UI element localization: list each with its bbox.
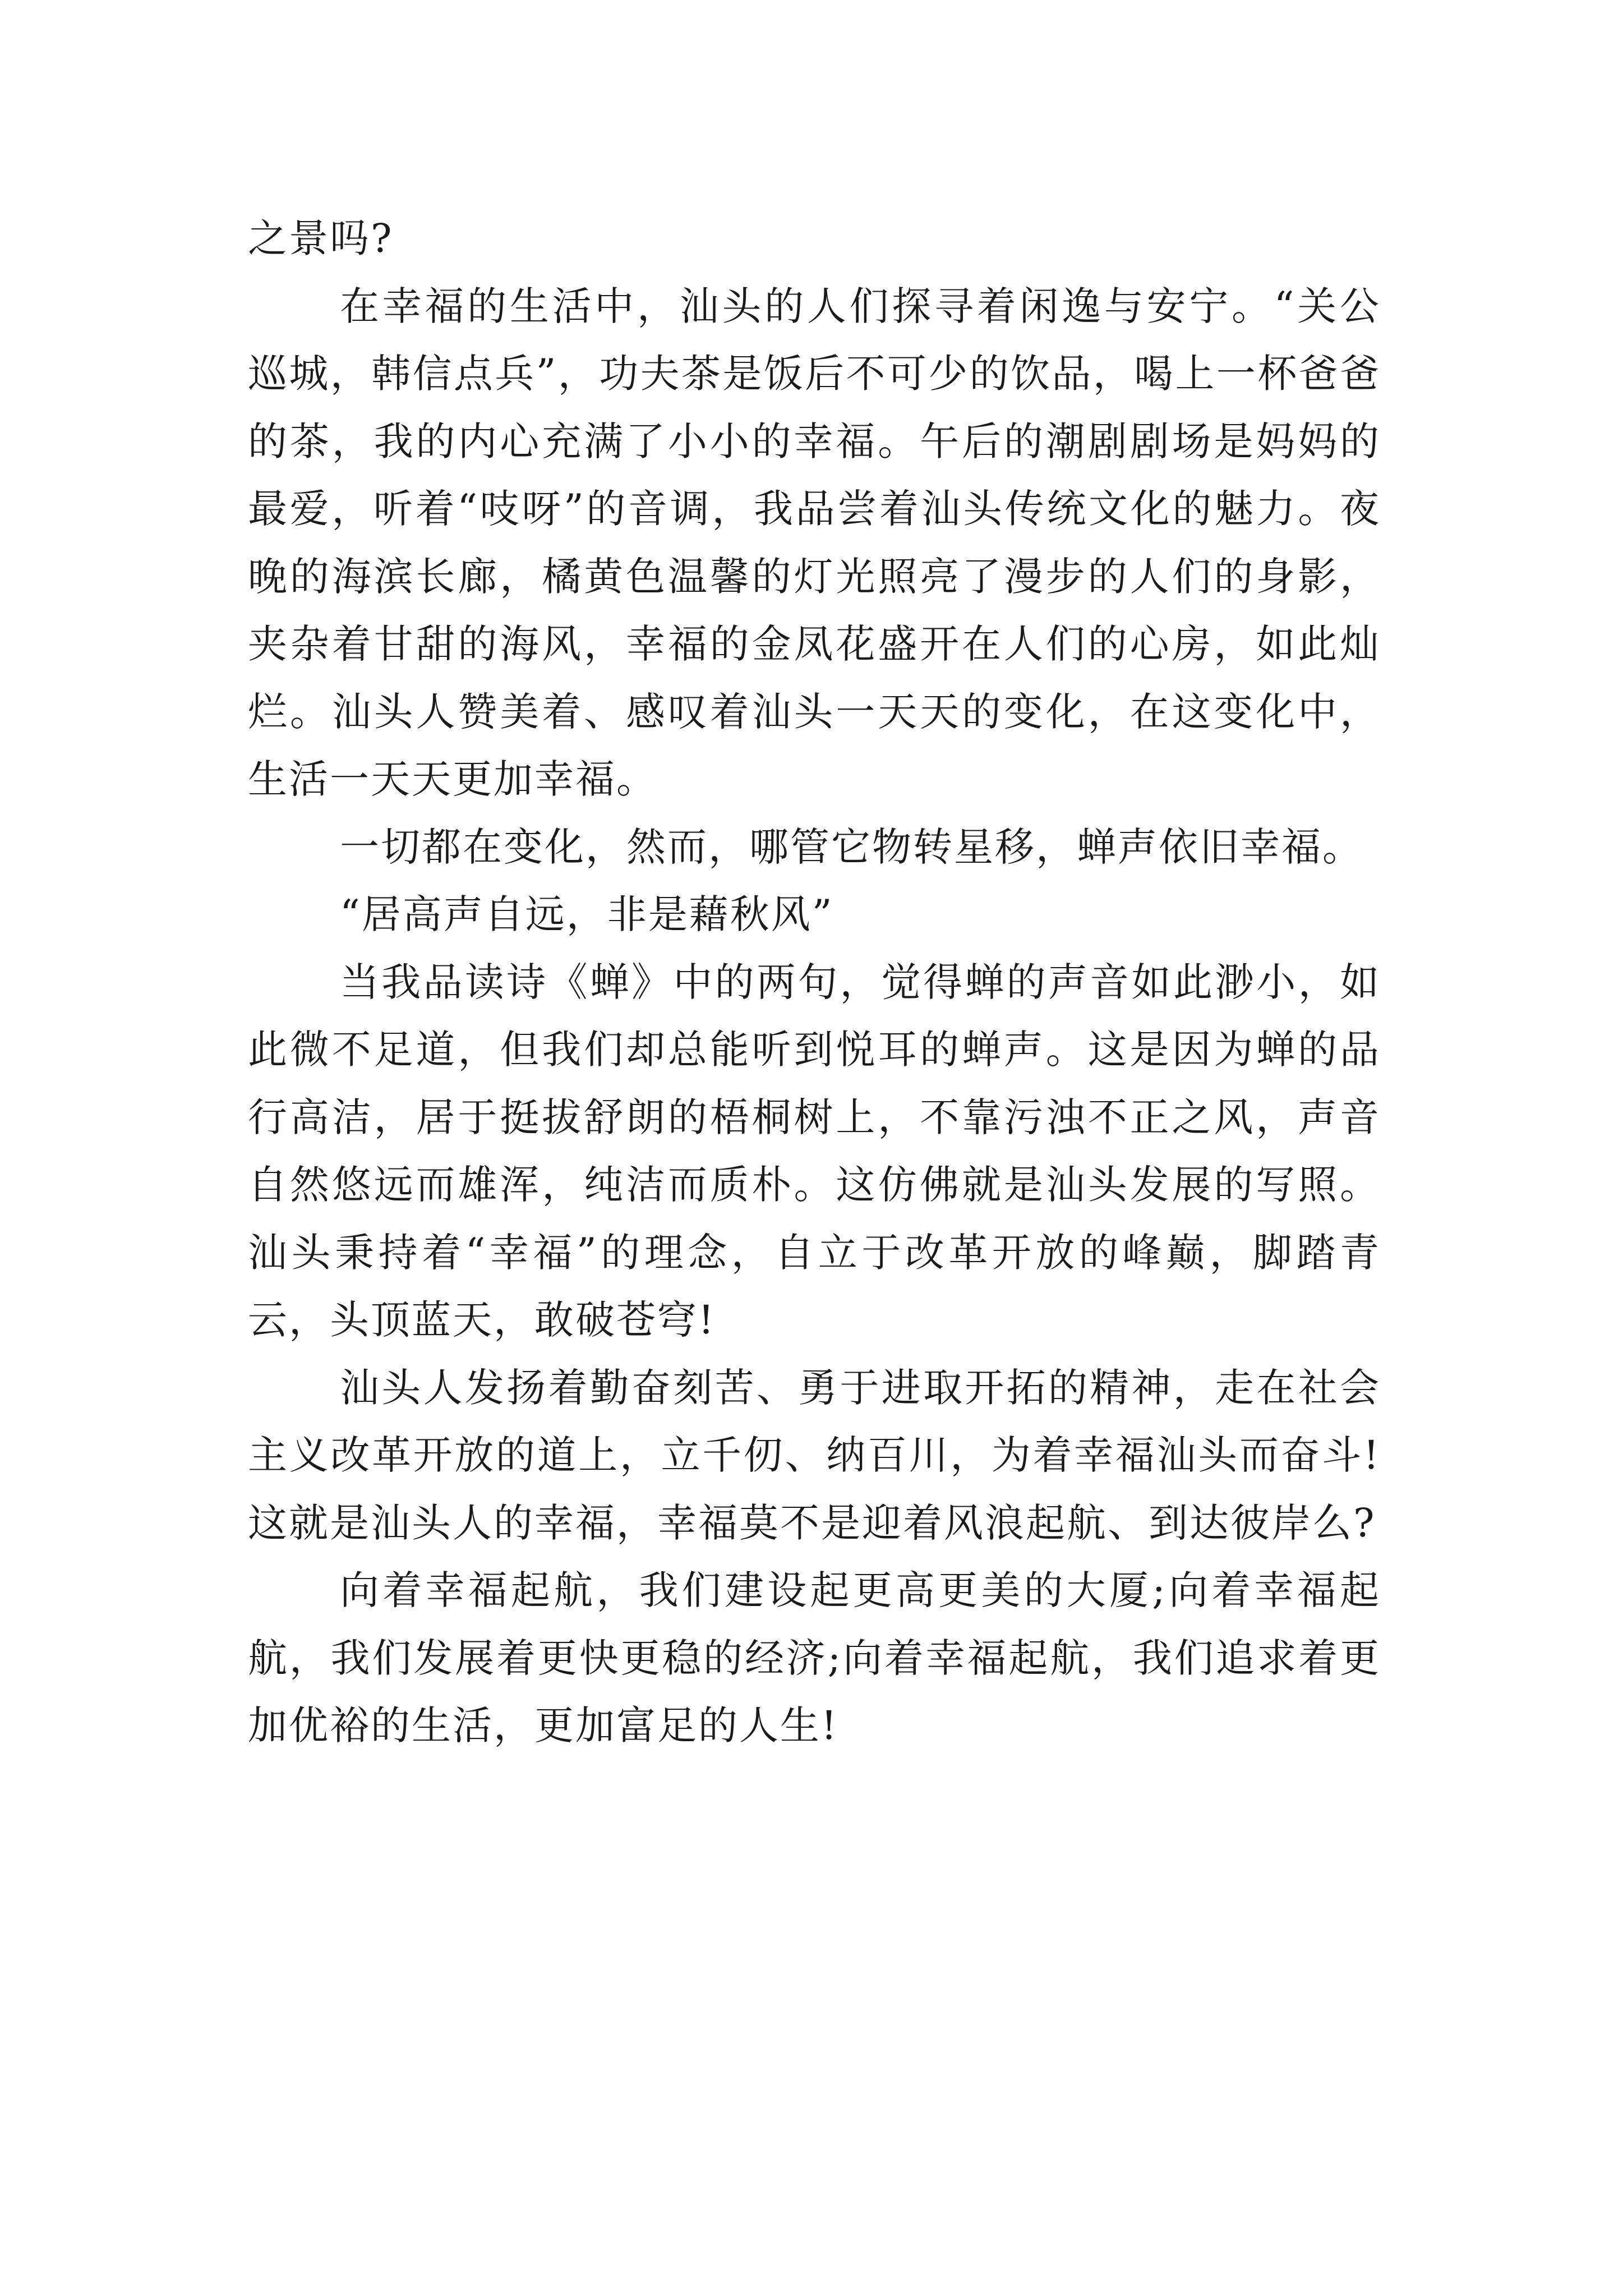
paragraph-1: 之景吗? (248, 215, 394, 261)
paragraph-4-poem-line: “居高声自远，非是藉秋风” (340, 891, 834, 937)
document-body (248, 205, 1381, 1760)
paragraph-5: 当我品读诗《蝉》中的两句，觉得蝉的声音如此渺小，如此微不足道，但我们却总能听到悦耳的蝉声。这是因为蝉的品行高洁，居于挺拔舒朗的梧桐树上，不靠污浊不正之风，声音自然悠远而雄浑，纯洁而质朴。这仿佛就是汕头发展的写照。汕头秉持着“幸福”的理念，自立于改革开放的峰巅，脚踏青云，头顶蓝天，敢破苍穹! (248, 959, 1381, 1343)
paragraph-6: 汕头人发扬着勤奋刻苦、勇于进取开拓的精神，走在社会主义改革开放的道上，立千仞、纳百川，为着幸福汕头而奋斗!这就是汕头人的幸福，幸福莫不是迎着风浪起航、到达彼岸么? (248, 1364, 1381, 1546)
paragraph-3: 一切都在变化，然而，哪管它物转星移，蝉声依旧幸福。 (340, 823, 1363, 870)
paragraph-2: 在幸福的生活中，汕头的人们探寻着闲逸与安宁。“关公巡城，韩信点兵”，功夫茶是饭后不可少的饮品，喝上一杯爸爸的茶，我的内心充满了小小的幸福。午后的潮剧剧场是妈妈的最爱，听着“吱呀”的音调，我品尝着汕头传统文化的魅力。夜晚的海滨长廊，橘黄色温馨的灯光照亮了漫步的人们的身影，夹杂着甘甜的海风，幸福的金凤花盛开在人们的心房，如此灿烂。汕头人赞美着、感叹着汕头一天天的变化，在这变化中，生活一天天更加幸福。 (248, 283, 1381, 802)
paragraph-7: 向着幸福起航，我们建设起更高更美的大厦;向着幸福起航，我们发展着更快更稳的经济;向着幸福起航，我们追求着更加优裕的生活，更加富足的人生! (248, 1567, 1381, 1749)
